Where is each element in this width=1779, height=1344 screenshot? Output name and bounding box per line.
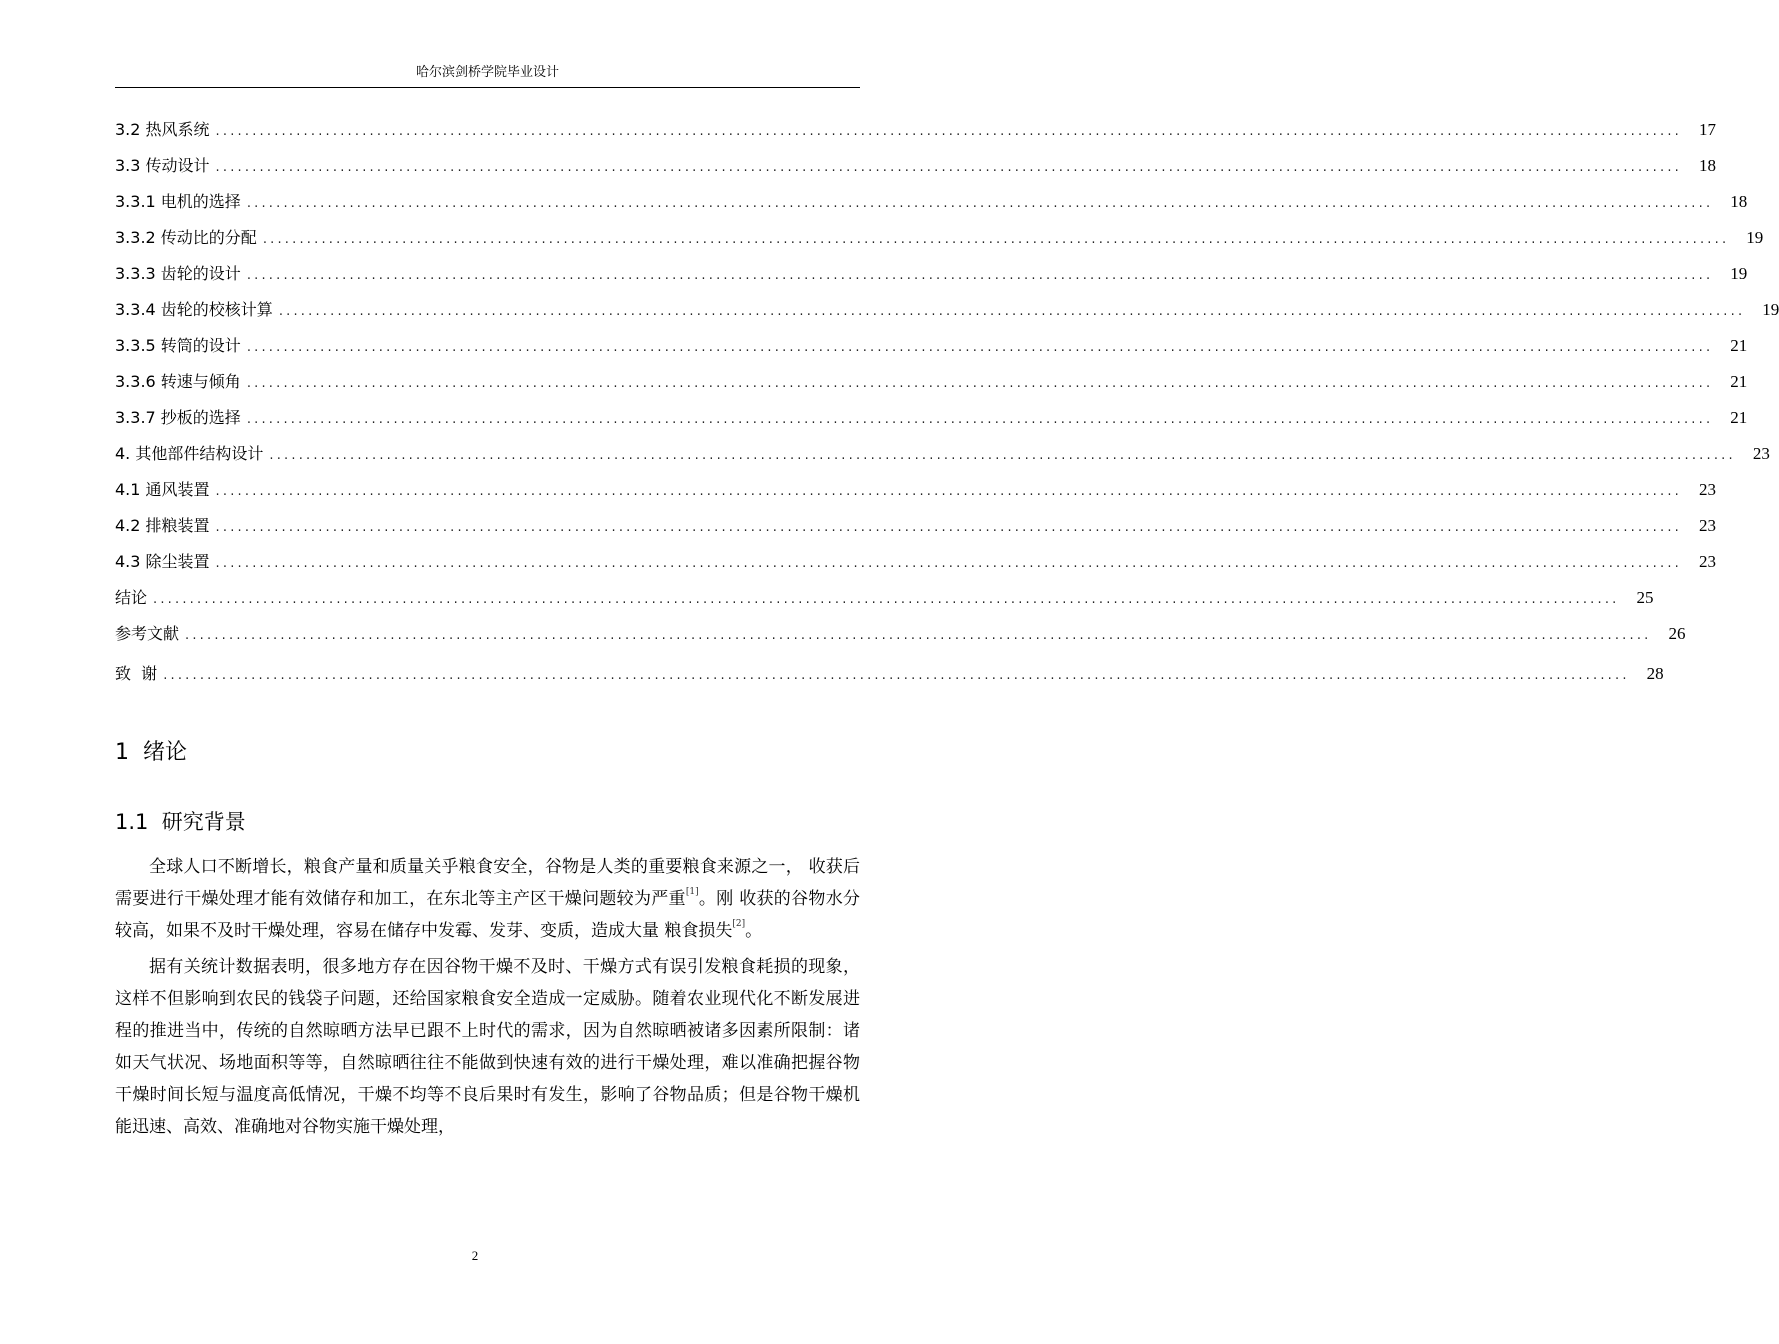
toc-entry[interactable] (115, 297, 1779, 333)
page-number: 2 (471, 1248, 479, 1263)
toc-entry-page: 23 (1699, 480, 1717, 499)
toc-leader-dots: ........................................................................................................................................................................................................ (215, 160, 1683, 175)
toc-entry-page: 21 (1730, 408, 1748, 427)
toc-entry-page: 23 (1752, 444, 1770, 463)
toc-entry-label: 3.3.3 齿轮的设计 (115, 264, 241, 283)
toc-entry-label: 4.1 通风装置 (115, 480, 210, 499)
toc-entry-label: 4.3 除尘装置 (115, 552, 210, 571)
toc-leader-dots: ........................................................................................................................................................................................................ (246, 412, 1714, 427)
toc-entry-label: 3.3.2 传动比的分配 (115, 228, 257, 247)
toc-entry[interactable] (115, 117, 1717, 153)
toc-entry-page: 19 (1762, 300, 1779, 319)
toc-entry[interactable] (115, 585, 1654, 621)
toc-entry-page: 23 (1699, 516, 1717, 535)
citation-link[interactable]: [1] (685, 887, 699, 897)
toc-leader-dots: ........................................................................................................................................................................................................ (262, 232, 1730, 247)
toc-leader-dots: ........................................................................................................................................................................................................ (246, 340, 1714, 355)
toc-entry-label: 4.2 排粮装置 (115, 516, 210, 535)
toc-leader-dots: ........................................................................................................................................................................................................ (246, 268, 1714, 283)
toc-entry-label: 3.3.5 转筒的设计 (115, 336, 241, 355)
toc-entry[interactable] (115, 549, 1717, 585)
toc-entry[interactable] (115, 261, 1748, 297)
toc-entry[interactable] (115, 405, 1748, 441)
paragraph-text: 全球人口不断增长，粮食产量和质量关乎粮食安全，谷物是人类的重要粮食来源之一， 收获后需要进行干燥处理才能有效储存和加工，在东北等主产区干燥问题较为严重 (115, 857, 860, 909)
toc-entry[interactable] (115, 369, 1748, 405)
toc-entry[interactable] (115, 333, 1748, 369)
toc-entry-page: 18 (1730, 192, 1748, 211)
toc-leader-dots: ........................................................................................................................................................................................................ (215, 124, 1683, 139)
toc-leader-dots: ........................................................................................................................................................................................................ (246, 196, 1714, 211)
paragraph-text: 据有关统计数据表明，很多地方存在因谷物干燥不及时、干燥方式有误引发粮食耗损的现象，这样不但影响到农民的钱袋子问题，还给国家粮食安全造成一定威胁。随着农业现代化不断发展进程的推进当中，传统的自然晾晒方法早已跟不上时代的需求，因为自然晾晒被诸多因素所限制：诸如天气状况、场地面积等等，自然晾晒往往不能做到快速有效的进行干燥处理，难以准确把握谷物干燥时间长短与温度高低情况，干燥不均等不良后果时有发生，影响了谷物品质；但是谷物干燥机能迅速、高效、准确地对谷物实施干燥处理， (115, 957, 860, 1137)
toc-entry-page: 21 (1730, 372, 1748, 391)
toc-entry-page: 26 (1668, 624, 1686, 643)
toc-entry[interactable] (115, 661, 1664, 697)
toc-entry-label: 致 谢 (115, 664, 158, 683)
header-title: 哈尔滨剑桥学院毕业设计 (415, 65, 559, 80)
chapter-title: 1 绪论 (115, 740, 187, 765)
toc-leader-dots: ........................................................................................................................................................................................................ (246, 376, 1714, 391)
toc-leader-dots: ........................................................................................................................................................................................................ (215, 484, 1683, 499)
toc-leader-dots: ........................................................................................................................................................................................................ (215, 556, 1683, 571)
toc-entry-label: 3.3.6 转速与倾角 (115, 372, 241, 391)
toc-entry-page: 19 (1746, 228, 1764, 247)
toc-leader-dots: ........................................................................................................................................................................................................ (153, 592, 1620, 607)
toc-entry[interactable] (115, 513, 1717, 549)
toc-entry[interactable] (115, 621, 1686, 657)
section-title: 1.1 研究背景 (115, 810, 246, 834)
toc-entry[interactable] (115, 153, 1717, 189)
toc-leader-dots: ........................................................................................................................................................................................................ (163, 668, 1630, 683)
toc-leader-dots: ........................................................................................................................................................................................................ (185, 628, 1652, 643)
toc-entry-page: 21 (1730, 336, 1748, 355)
toc-entry-label: 结论 (115, 588, 148, 607)
citation-link[interactable]: [2] (732, 919, 746, 929)
toc-entry-page: 19 (1730, 264, 1748, 283)
toc-entry-label: 4. 其他部件结构设计 (115, 444, 264, 463)
paragraph (115, 851, 860, 947)
toc-leader-dots: ........................................................................................................................................................................................................ (215, 520, 1683, 535)
paragraph-text: 。 (745, 921, 763, 941)
toc-entry-label: 3.3 传动设计 (115, 156, 210, 175)
page-header (115, 64, 860, 88)
toc-entry-page: 28 (1646, 664, 1664, 683)
toc-entry[interactable] (115, 441, 1770, 477)
toc-entry-page: 25 (1636, 588, 1654, 607)
toc-entry-label: 3.3.1 电机的选择 (115, 192, 241, 211)
table-of-contents (115, 117, 1779, 697)
toc-entry[interactable] (115, 477, 1717, 513)
body-text (115, 851, 860, 1147)
toc-entry-label: 3.3.4 齿轮的校核计算 (115, 300, 273, 319)
toc-leader-dots: ........................................................................................................................................................................................................ (269, 448, 1736, 463)
paragraph (115, 951, 860, 1143)
toc-entry[interactable] (115, 225, 1764, 261)
toc-entry-label: 参考文献 (115, 624, 180, 643)
toc-entry-page: 17 (1699, 120, 1717, 139)
toc-entry[interactable] (115, 189, 1748, 225)
paragraph-text: 。刚 收获的谷物水分较高，如果不及时干燥处理，容易在储存中发霉、发芽、变质，造成大量 粮食损失 (115, 889, 860, 941)
toc-entry-page: 18 (1699, 156, 1717, 175)
toc-entry-page: 23 (1699, 552, 1717, 571)
toc-leader-dots: ........................................................................................................................................................................................................ (278, 304, 1746, 319)
toc-entry-label: 3.3.7 抄板的选择 (115, 408, 241, 427)
toc-entry-label: 3.2 热风系统 (115, 120, 210, 139)
